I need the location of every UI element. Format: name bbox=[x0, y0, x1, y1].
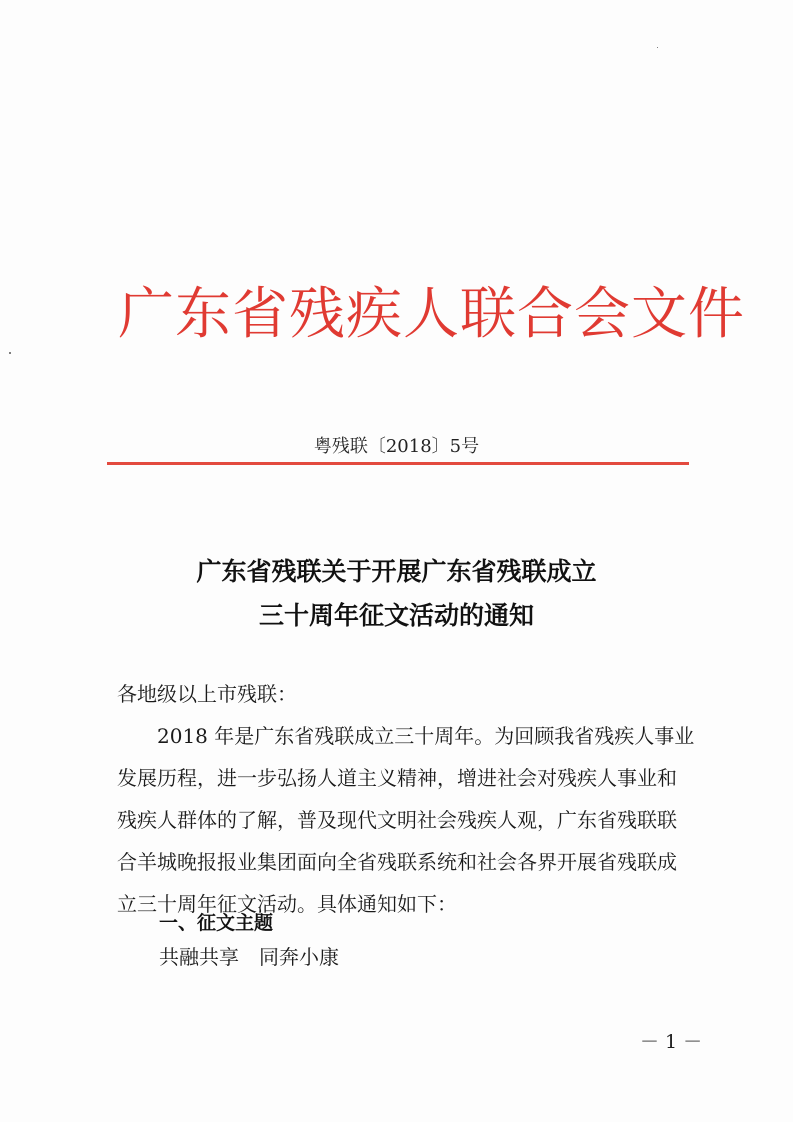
document-number: 粤残联〔2018〕5号 bbox=[313, 436, 480, 457]
scan-speck bbox=[657, 47, 658, 48]
paragraph-line-5: 立三十周年征文活动。具体通知如下： bbox=[117, 892, 457, 916]
section-heading-theme: 一、征文主题 bbox=[159, 912, 274, 934]
notice-title-line-2: 三十周年征文活动的通知 bbox=[258, 601, 534, 630]
scan-speck bbox=[9, 352, 11, 354]
salutation: 各地级以上市残联： bbox=[117, 682, 297, 706]
notice-title-line-1: 广东省残联关于开展广东省残联成立 bbox=[196, 557, 597, 586]
section-theme-text: 共融共享 同奔小康 bbox=[159, 945, 339, 969]
paragraph-line-3: 残疾人群体的了解，普及现代文明社会残疾人观，广东省残联联 bbox=[117, 808, 677, 832]
red-divider-line bbox=[107, 462, 689, 465]
paragraph-line-1: 2018 年是广东省残联成立三十周年。为回顾我省残疾人事业 bbox=[117, 724, 695, 748]
paragraph-line-4: 合羊城晚报报业集团面向全省残联系统和社会各界开展省残联成 bbox=[117, 850, 677, 874]
paragraph-line-2: 发展历程，进一步弘扬人道主义精神，增进社会对残疾人事业和 bbox=[117, 766, 677, 790]
document-banner-title: 广东省残疾人联合会文件 bbox=[118, 282, 745, 347]
page-number: － 1 － bbox=[640, 1031, 703, 1053]
